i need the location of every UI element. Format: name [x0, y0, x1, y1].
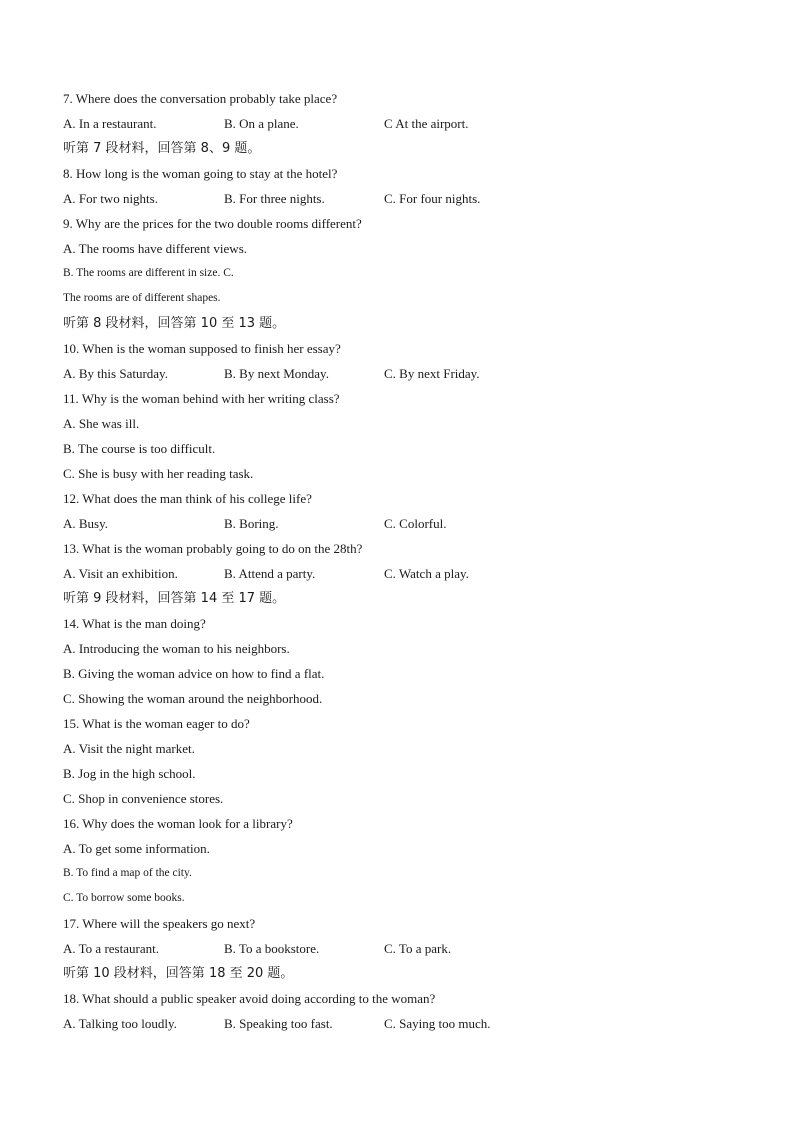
answer-options-row: [63, 186, 743, 211]
question-line: A. Visit the night market.: [63, 741, 195, 756]
answer-options-row: [63, 511, 743, 536]
question-line: 16. Why does the woman look for a library?: [63, 816, 293, 831]
question-line: 7. Where does the conversation probably take place?: [63, 91, 338, 106]
answer-options-row: [63, 361, 743, 386]
question-line: 12. What does the man think of his college life?: [63, 491, 312, 506]
section-instruction: 听第 7 段材料，回答第 8、9 题。: [63, 141, 261, 156]
question-line: B. The course is too difficult.: [63, 441, 216, 456]
section-instruction: 听第 9 段材料，回答第 14 至 17 题。: [63, 591, 286, 606]
question-line: A. She was ill.: [63, 416, 140, 431]
option-a: A. Visit an exhibition.: [63, 566, 178, 581]
option-a: A. Busy.: [63, 516, 109, 531]
question-line: B. To find a map of the city.: [63, 867, 192, 879]
option-a: A. By this Saturday.: [63, 366, 168, 381]
option-c: C. Watch a play.: [384, 566, 469, 581]
question-line: C. Showing the woman around the neighborhood.: [63, 691, 323, 706]
option-b: B. Boring.: [224, 516, 279, 531]
question-line: 17. Where will the speakers go next?: [63, 916, 256, 931]
option-c: C. Saying too much.: [384, 1016, 491, 1031]
question-line: A. Introducing the woman to his neighbors.: [63, 641, 290, 656]
question-line: C. Shop in convenience stores.: [63, 791, 224, 806]
answer-options-row: [63, 111, 743, 136]
section-instruction: 听第 10 段材料，回答第 18 至 20 题。: [63, 966, 294, 981]
option-a: A. For two nights.: [63, 191, 158, 206]
question-line: The rooms are of different shapes.: [63, 292, 221, 304]
question-line: 8. How long is the woman going to stay at the hotel?: [63, 166, 338, 181]
exam-page: [63, 86, 743, 1036]
answer-options-row: [63, 1011, 743, 1036]
answer-options-row: [63, 936, 743, 961]
question-line: 9. Why are the prices for the two double rooms different?: [63, 216, 362, 231]
option-b: B. On a plane.: [224, 116, 299, 131]
option-b: B. Speaking too fast.: [224, 1016, 333, 1031]
option-c: C. By next Friday.: [384, 366, 480, 381]
question-line: C. To borrow some books.: [63, 892, 185, 904]
question-line: 10. When is the woman supposed to finish her essay?: [63, 341, 341, 356]
option-b: B. For three nights.: [224, 191, 325, 206]
question-line: A. The rooms have different views.: [63, 241, 247, 256]
option-c: C. Colorful.: [384, 516, 447, 531]
question-line: A. To get some information.: [63, 841, 210, 856]
section-instruction: 听第 8 段材料，回答第 10 至 13 题。: [63, 316, 286, 331]
question-line: 18. What should a public speaker avoid doing according to the woman?: [63, 991, 436, 1006]
option-c: C At the airport.: [384, 116, 469, 131]
option-b: B. By next Monday.: [224, 366, 329, 381]
option-a: A. To a restaurant.: [63, 941, 159, 956]
question-line: 11. Why is the woman behind with her writing class?: [63, 391, 340, 406]
question-line: B. The rooms are different in size. C.: [63, 267, 234, 279]
question-line: 15. What is the woman eager to do?: [63, 716, 250, 731]
answer-options-row: [63, 561, 743, 586]
question-line: 14. What is the man doing?: [63, 616, 206, 631]
option-c: C. To a park.: [384, 941, 452, 956]
option-b: B. To a bookstore.: [224, 941, 320, 956]
option-c: C. For four nights.: [384, 191, 481, 206]
option-a: A. In a restaurant.: [63, 116, 157, 131]
option-b: B. Attend a party.: [224, 566, 316, 581]
question-line: B. Jog in the high school.: [63, 766, 196, 781]
question-line: 13. What is the woman probably going to do on the 28th?: [63, 541, 363, 556]
question-line: C. She is busy with her reading task.: [63, 466, 254, 481]
option-a: A. Talking too loudly.: [63, 1016, 177, 1031]
question-line: B. Giving the woman advice on how to find a flat.: [63, 666, 325, 681]
